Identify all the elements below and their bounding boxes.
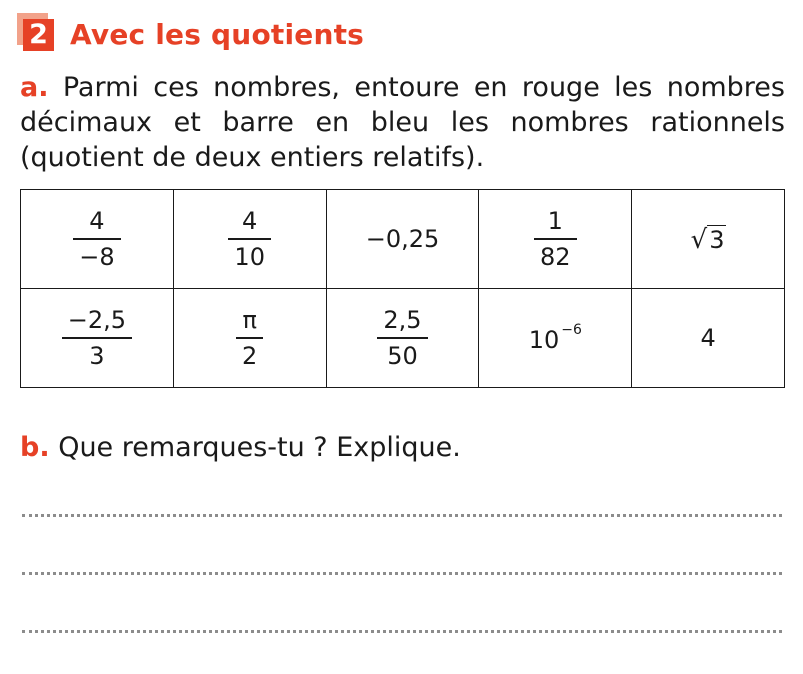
power-exponent: −6	[561, 322, 582, 338]
table-cell[interactable]	[173, 289, 326, 388]
question-a-letter: a.	[20, 72, 49, 103]
fraction	[534, 206, 577, 272]
table-cell[interactable]	[21, 289, 174, 388]
table-cell[interactable]	[479, 289, 632, 388]
answer-line[interactable]	[22, 630, 782, 633]
exercise-number-badge	[20, 17, 56, 51]
numerator: 4	[242, 207, 258, 235]
denominator: −8	[79, 243, 115, 271]
question-b	[20, 430, 461, 465]
integer-value: 4	[700, 324, 716, 352]
table-cell[interactable]	[173, 190, 326, 289]
question-a-line-1	[20, 70, 785, 105]
decimal-value: −0,25	[365, 225, 440, 253]
fraction	[62, 305, 132, 371]
fraction	[73, 206, 120, 272]
exercise-header	[20, 14, 364, 54]
table-row	[21, 289, 785, 388]
answer-line[interactable]	[22, 514, 782, 517]
denominator: 3	[89, 342, 105, 370]
radical-sign: √	[690, 224, 708, 255]
question-a	[20, 70, 785, 175]
table-cell[interactable]	[21, 190, 174, 289]
power-base: 10	[528, 326, 560, 354]
denominator: 82	[540, 243, 571, 271]
power-of-ten	[528, 322, 582, 354]
table-cell[interactable]	[326, 289, 479, 388]
answer-line[interactable]	[22, 572, 782, 575]
denominator: 10	[234, 243, 265, 271]
fraction	[377, 305, 427, 371]
denominator: 50	[387, 342, 418, 370]
table-row	[21, 190, 785, 289]
numbers-table	[20, 189, 785, 388]
exercise-title: Avec les quotients	[70, 17, 365, 51]
question-a-line-3: (quotient de deux entiers relatifs).	[20, 142, 485, 173]
table-cell[interactable]	[326, 190, 479, 289]
fraction	[236, 305, 263, 371]
denominator: 2	[242, 342, 258, 370]
radicand: 3	[709, 225, 725, 254]
table-cell[interactable]	[632, 289, 785, 388]
numerator: 1	[547, 207, 563, 235]
numerator: −2,5	[67, 306, 127, 334]
numerator: 2,5	[383, 306, 422, 334]
numerator: 4	[89, 207, 105, 235]
question-b-letter: b.	[20, 432, 50, 463]
question-b-text: Que remarques-tu ? Explique.	[58, 432, 461, 463]
numerator: π	[242, 306, 257, 334]
question-a-line-2: décimaux et barre en bleu les nombres rationnels	[20, 107, 785, 138]
square-root	[691, 225, 726, 254]
exercise-number: 2	[23, 19, 54, 51]
fraction	[228, 206, 271, 272]
table-cell[interactable]	[632, 190, 785, 289]
table-cell[interactable]	[479, 190, 632, 289]
question-a-text-1: Parmi ces nombres, entoure en rouge les nombres	[62, 72, 785, 103]
